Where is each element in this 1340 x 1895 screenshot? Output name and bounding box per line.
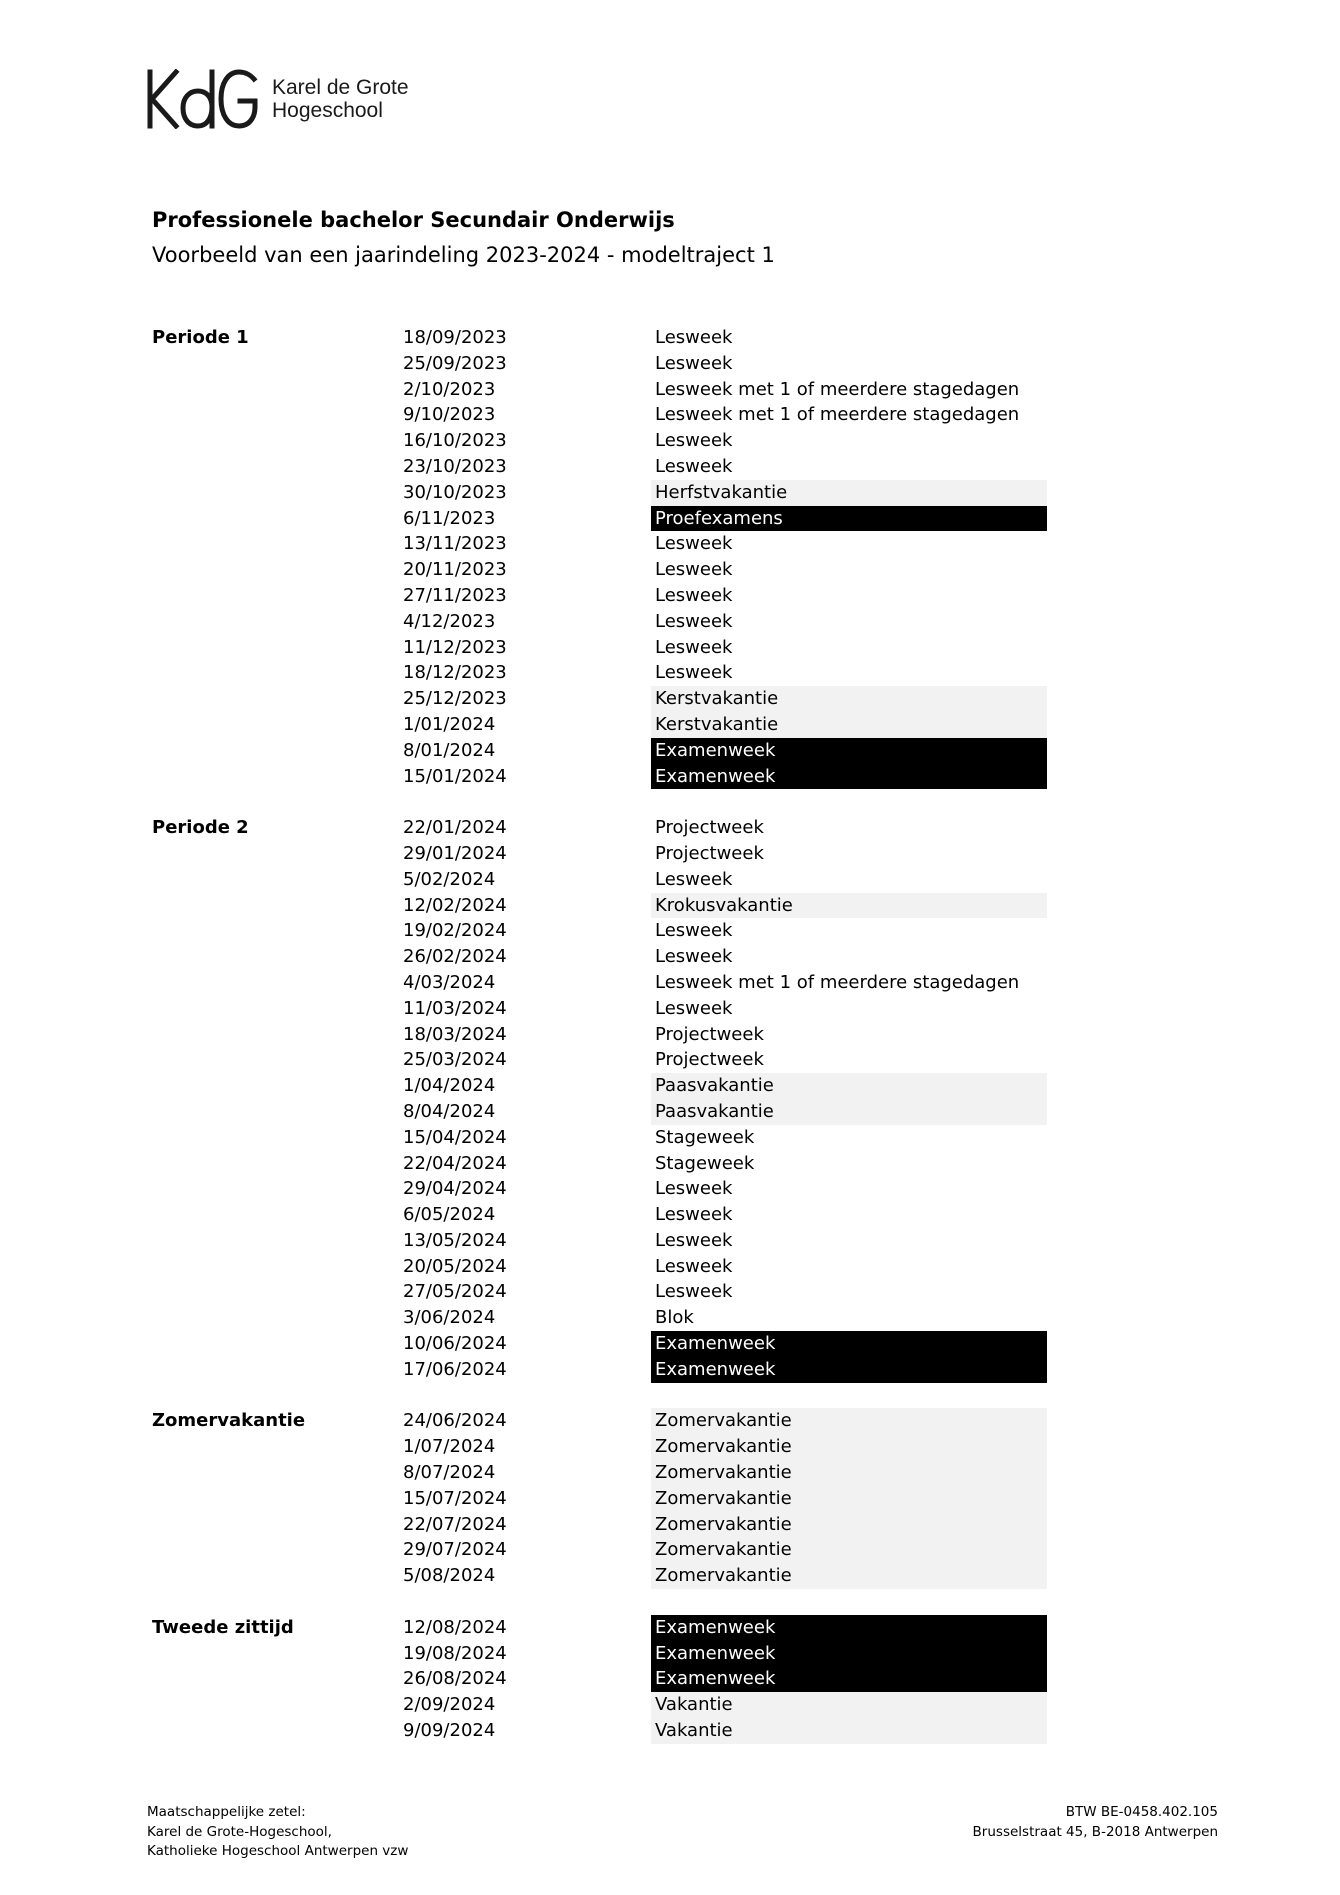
schedule-row: [0, 1615, 1340, 1641]
schedule-row: [0, 738, 1340, 764]
schedule-row: [0, 531, 1340, 557]
week-activity: Lesweek met 1 of meerdere stagedagen: [655, 378, 1020, 400]
kdg-logo: [146, 68, 409, 130]
footer-left-line-1: Maatschappelijke zetel:: [147, 1804, 306, 1820]
week-activity: Zomervakantie: [651, 1408, 1047, 1434]
schedule-row: [0, 1718, 1340, 1744]
week-activity: Vakantie: [651, 1692, 1047, 1718]
week-start-date: 17/06/2024: [403, 1358, 507, 1380]
week-start-date: 15/07/2024: [403, 1487, 507, 1509]
week-activity: Paasvakantie: [651, 1099, 1047, 1125]
week-start-date: 29/04/2024: [403, 1178, 507, 1200]
logo-line-2: Hogeschool: [272, 99, 383, 122]
schedule-row: [0, 970, 1340, 996]
schedule-row: [0, 557, 1340, 583]
schedule-row: [0, 841, 1340, 867]
week-activity: Lesweek: [655, 352, 733, 374]
document-subtitle: Voorbeeld van een jaarindeling 2023-2024 - modeltraject 1: [152, 243, 775, 267]
week-start-date: 13/11/2023: [403, 533, 507, 555]
schedule-row: [0, 1305, 1340, 1331]
week-activity: Examenweek: [651, 1331, 1047, 1357]
schedule-row: [0, 1125, 1340, 1151]
week-start-date: 10/06/2024: [403, 1333, 507, 1355]
week-start-date: 26/02/2024: [403, 946, 507, 968]
week-activity: Lesweek: [655, 997, 733, 1019]
week-activity: Examenweek: [651, 764, 1047, 790]
week-start-date: 12/08/2024: [403, 1616, 507, 1638]
schedule-row: [0, 1408, 1340, 1434]
week-activity: Lesweek: [655, 533, 733, 555]
section-spacer: [0, 1589, 1340, 1615]
week-activity: Zomervakantie: [651, 1486, 1047, 1512]
schedule-row: [0, 377, 1340, 403]
week-start-date: 11/12/2023: [403, 636, 507, 658]
schedule-row: [0, 1641, 1340, 1667]
week-activity: Krokusvakantie: [651, 893, 1047, 919]
week-activity: Lesweek: [655, 584, 733, 606]
schedule-row: [0, 893, 1340, 919]
schedule-row: [0, 996, 1340, 1022]
footer-left-line-3: Katholieke Hogeschool Antwerpen vzw: [147, 1843, 409, 1859]
week-start-date: 26/08/2024: [403, 1668, 507, 1690]
week-activity: Proefexamens: [651, 506, 1047, 532]
week-start-date: 5/08/2024: [403, 1565, 496, 1587]
week-activity: Lesweek: [655, 946, 733, 968]
period-label: Periode 1: [152, 327, 249, 348]
week-activity: Examenweek: [651, 738, 1047, 764]
schedule-row: [0, 1434, 1340, 1460]
week-start-date: 18/09/2023: [403, 327, 507, 348]
schedule-row: [0, 1099, 1340, 1125]
schedule-row: [0, 944, 1340, 970]
week-start-date: 16/10/2023: [403, 430, 507, 452]
week-start-date: 5/02/2024: [403, 868, 496, 890]
schedule-row: [0, 428, 1340, 454]
week-start-date: 23/10/2023: [403, 455, 507, 477]
week-start-date: 8/07/2024: [403, 1462, 496, 1484]
footer-left-line-2: Karel de Grote-Hogeschool,: [147, 1823, 332, 1840]
week-start-date: 12/02/2024: [403, 894, 507, 916]
footer-right-line-1: BTW BE-0458.402.105: [1065, 1804, 1218, 1820]
schedule-row: [0, 1512, 1340, 1538]
schedule-row: [0, 1357, 1340, 1383]
week-start-date: 25/09/2023: [403, 352, 507, 374]
schedule-row: [0, 867, 1340, 893]
week-activity: Zomervakantie: [651, 1434, 1047, 1460]
schedule-row: [0, 583, 1340, 609]
week-activity: Zomervakantie: [651, 1460, 1047, 1486]
logo-line-1: Karel de Grote: [272, 76, 409, 99]
week-activity: Lesweek: [655, 920, 733, 942]
schedule-row: [0, 1537, 1340, 1563]
week-activity: Projectweek: [655, 1023, 764, 1045]
week-start-date: 11/03/2024: [403, 997, 507, 1019]
schedule-row: [0, 1486, 1340, 1512]
week-activity: Examenweek: [651, 1641, 1047, 1667]
week-start-date: 3/06/2024: [403, 1307, 496, 1329]
week-activity: Stageweek: [655, 1152, 755, 1174]
schedule-row: [0, 1563, 1340, 1589]
week-activity: Lesweek: [655, 636, 733, 658]
week-start-date: 19/02/2024: [403, 920, 507, 942]
footer-registered-office: [147, 1803, 408, 1862]
schedule-table: [0, 325, 1340, 1744]
week-start-date: 9/09/2024: [403, 1720, 496, 1742]
week-activity: Kerstvakantie: [651, 712, 1047, 738]
week-start-date: 22/07/2024: [403, 1513, 507, 1535]
week-activity: Herfstvakantie: [651, 480, 1047, 506]
schedule-row: [0, 1666, 1340, 1692]
week-activity: Lesweek: [655, 610, 733, 632]
schedule-row: [0, 402, 1340, 428]
schedule-row: [0, 1692, 1340, 1718]
schedule-row: [0, 660, 1340, 686]
schedule-row: [0, 1331, 1340, 1357]
week-activity: Kerstvakantie: [651, 686, 1047, 712]
week-start-date: 13/05/2024: [403, 1229, 507, 1251]
schedule-row: [0, 1228, 1340, 1254]
schedule-row: [0, 1073, 1340, 1099]
schedule-row: [0, 764, 1340, 790]
schedule-row: [0, 918, 1340, 944]
schedule-row: [0, 609, 1340, 635]
week-start-date: 18/12/2023: [403, 662, 507, 684]
week-activity: Projectweek: [655, 1049, 764, 1071]
schedule-row: [0, 1176, 1340, 1202]
week-activity: Lesweek: [655, 1204, 733, 1226]
schedule-row: [0, 506, 1340, 532]
week-activity: Lesweek met 1 of meerdere stagedagen: [655, 971, 1020, 993]
period-label: Tweede zittijd: [152, 1616, 294, 1638]
schedule-row: [0, 1460, 1340, 1486]
week-activity: Paasvakantie: [651, 1073, 1047, 1099]
schedule-row: [0, 454, 1340, 480]
week-activity: Lesweek: [655, 1229, 733, 1251]
week-activity: Stageweek: [655, 1126, 755, 1148]
week-activity: Lesweek: [655, 327, 733, 348]
week-start-date: 30/10/2023: [403, 481, 507, 503]
week-activity: Examenweek: [651, 1615, 1047, 1641]
week-start-date: 4/03/2024: [403, 971, 496, 993]
week-start-date: 22/01/2024: [403, 817, 507, 839]
week-start-date: 15/04/2024: [403, 1126, 507, 1148]
schedule-row: [0, 635, 1340, 661]
schedule-row: [0, 712, 1340, 738]
schedule-row: [0, 1202, 1340, 1228]
week-start-date: 20/11/2023: [403, 559, 507, 581]
week-start-date: 9/10/2023: [403, 404, 496, 426]
week-start-date: 1/04/2024: [403, 1075, 496, 1097]
week-activity: Projectweek: [655, 842, 764, 864]
schedule-row: [0, 351, 1340, 377]
schedule-row: [0, 686, 1340, 712]
section-spacer: [0, 789, 1340, 815]
schedule-row: [0, 480, 1340, 506]
week-start-date: 27/05/2024: [403, 1281, 507, 1303]
week-activity: Lesweek: [655, 1178, 733, 1200]
week-start-date: 25/12/2023: [403, 688, 507, 710]
week-start-date: 25/03/2024: [403, 1049, 507, 1071]
week-start-date: 2/09/2024: [403, 1694, 496, 1716]
week-activity: Lesweek: [655, 559, 733, 581]
week-activity: Lesweek: [655, 662, 733, 684]
week-activity: Vakantie: [651, 1718, 1047, 1744]
week-start-date: 19/08/2024: [403, 1642, 507, 1664]
week-start-date: 1/01/2024: [403, 713, 496, 735]
period-label: Zomervakantie: [152, 1410, 306, 1432]
week-start-date: 27/11/2023: [403, 584, 507, 606]
schedule-row: [0, 815, 1340, 841]
week-start-date: 24/06/2024: [403, 1410, 507, 1432]
week-activity: Lesweek: [655, 455, 733, 477]
week-activity: Zomervakantie: [651, 1563, 1047, 1589]
week-start-date: 6/11/2023: [403, 507, 496, 529]
footer-vat-address: [973, 1803, 1218, 1842]
week-start-date: 8/04/2024: [403, 1100, 496, 1122]
week-activity: Examenweek: [651, 1357, 1047, 1383]
week-start-date: 8/01/2024: [403, 739, 496, 761]
week-start-date: 1/07/2024: [403, 1436, 496, 1458]
week-activity: Lesweek: [655, 430, 733, 452]
week-activity: Lesweek: [655, 1255, 733, 1277]
schedule-row: [0, 1047, 1340, 1073]
week-start-date: 6/05/2024: [403, 1204, 496, 1226]
week-start-date: 4/12/2023: [403, 610, 496, 632]
week-activity: Zomervakantie: [651, 1537, 1047, 1563]
logo-wordmark: [272, 76, 409, 122]
week-start-date: 29/07/2024: [403, 1539, 507, 1561]
week-activity: Lesweek: [655, 868, 733, 890]
section-spacer: [0, 1383, 1340, 1409]
week-start-date: 22/04/2024: [403, 1152, 507, 1174]
week-activity: Examenweek: [651, 1666, 1047, 1692]
footer-right-line-2: Brusselstraat 45, B-2018 Antwerpen: [972, 1823, 1218, 1840]
week-activity: Lesweek: [655, 1281, 733, 1303]
schedule-row: [0, 1254, 1340, 1280]
period-label: Periode 2: [152, 817, 249, 839]
week-start-date: 29/01/2024: [403, 842, 507, 864]
schedule-row: [0, 1151, 1340, 1177]
schedule-row: [0, 1022, 1340, 1048]
week-start-date: 15/01/2024: [403, 765, 507, 787]
schedule-row: [0, 325, 1340, 351]
document-title: Professionele bachelor Secundair Onderwijs: [152, 208, 675, 232]
kdg-logo-mark: [146, 69, 260, 129]
week-activity: Lesweek met 1 of meerdere stagedagen: [655, 404, 1020, 426]
schedule-row: [0, 1279, 1340, 1305]
week-start-date: 20/05/2024: [403, 1255, 507, 1277]
week-start-date: 18/03/2024: [403, 1023, 507, 1045]
week-activity: Projectweek: [655, 817, 764, 839]
week-activity: Zomervakantie: [651, 1512, 1047, 1538]
week-start-date: 2/10/2023: [403, 378, 496, 400]
week-activity: Blok: [655, 1307, 694, 1329]
